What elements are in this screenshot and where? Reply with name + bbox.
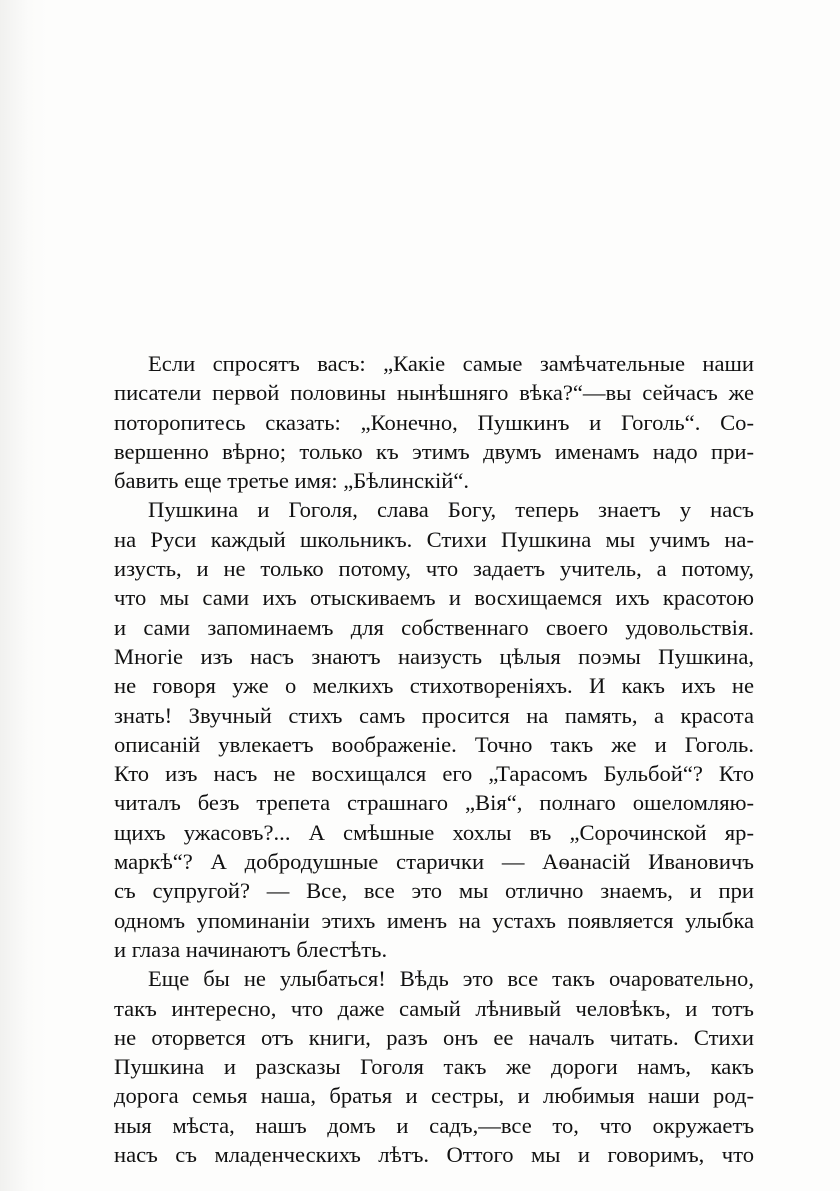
text-line: изусть, и не только потому, что задаетъ учитель, а потому,	[114, 556, 754, 582]
text-line: читалъ безъ трепета страшнаго „Вія“, полнаго ошеломляю-	[114, 790, 754, 816]
text-line: знать! Звучный стихъ самъ просится на память, а красота	[114, 702, 754, 728]
text-line: Пушкина и Гоголя, слава Богу, теперь знаетъ у насъ	[148, 497, 754, 523]
text-line: Кто изъ насъ не восхищался его „Тарасомъ Бульбой“? Кто	[114, 761, 754, 787]
text-line: Пушкина и разсказы Гоголя такъ же дороги намъ, какъ	[114, 1054, 754, 1080]
text-line: Многіе изъ насъ знаютъ наизусть цѣлыя поэмы Пушкина,	[114, 643, 754, 669]
text-line: на Руси каждый школьникъ. Стихи Пушкина мы учимъ на-	[114, 526, 754, 552]
text-line: Если спросятъ васъ: „Какіе самые замѣчательные наши	[148, 351, 754, 376]
text-line: дорога семья наша, братья и сестры, и любимыя наши род-	[114, 1083, 754, 1109]
text-line: и сами запоминаемъ для собственнаго своего удовольствія.	[114, 614, 754, 640]
text-line: поторопитесь сказать: „Конечно, Пушкинъ и Гоголь“. Со-	[114, 409, 754, 435]
text-line: писатели первой половины нынѣшняго вѣка?“—вы сейчасъ же	[114, 380, 754, 406]
text-line: и глаза начинаютъ блестѣть.	[114, 936, 388, 962]
text-line: что мы сами ихъ отыскиваемъ и восхищаемся ихъ красотою	[114, 585, 754, 611]
text-line: описаній увлекаетъ воображеніе. Точно такъ же и Гоголь.	[114, 731, 754, 757]
text-line: насъ съ младенческихъ лѣтъ. Оттого мы и говоримъ, что	[114, 1142, 754, 1168]
body-text	[114, 349, 754, 1169]
text-line: одномъ упоминаніи этихъ именъ на устахъ появляется улыбка	[114, 907, 754, 933]
paragraph-3	[114, 964, 754, 1169]
paragraph-1	[114, 349, 754, 495]
text-line: Еще бы не улыбаться! Вѣдь это все такъ очаровательно,	[148, 966, 754, 992]
text-line: вершенно вѣрно; только къ этимъ двумъ именамъ надо при-	[114, 438, 754, 464]
text-line: ныя мѣста, нашъ домъ и садъ,—все то, что окружаетъ	[114, 1112, 754, 1138]
text-line: щихъ ужасовъ?... А смѣшные хохлы въ „Сорочинской яр-	[114, 819, 754, 845]
text-line: такъ интересно, что даже самый лѣнивый человѣкъ, и тотъ	[114, 995, 754, 1021]
text-line: бавить еще третье имя: „Бѣлинскій“.	[114, 468, 470, 494]
paragraph-2	[114, 495, 754, 964]
text-line: съ супругой? — Все, все это мы отлично знаемъ, и при	[114, 878, 754, 904]
text-line: не говоря уже о мелкихъ стихотвореніяхъ. И какъ ихъ не	[114, 673, 754, 699]
text-line: не оторвется отъ книги, разъ онъ ее началъ читать. Стихи	[114, 1024, 754, 1050]
page-edge-shadow	[0, 0, 48, 1191]
text-line: маркѣ“? А добродушные старички — Аѳанасій Ивановичъ	[114, 849, 754, 875]
